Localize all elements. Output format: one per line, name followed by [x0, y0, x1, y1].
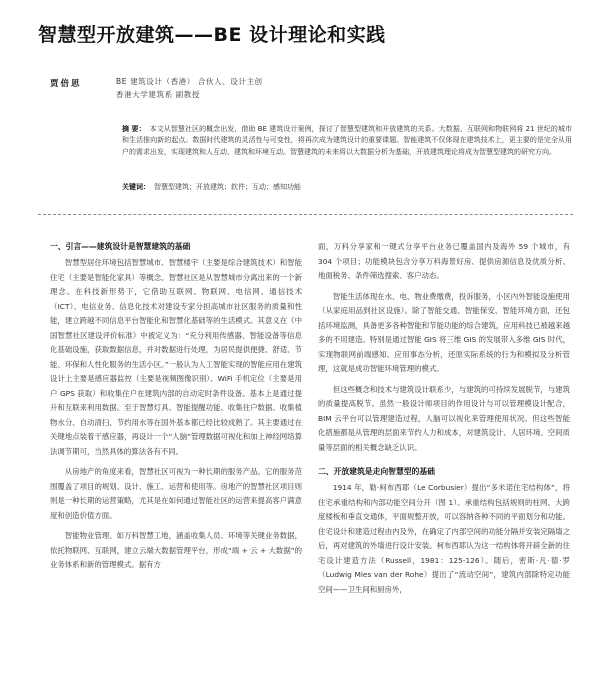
keywords-text: 智慧型建筑；开放建筑；软件；互动；感知功能 — [154, 183, 301, 191]
section-divider — [38, 214, 573, 215]
author-name: 贾倍思 — [50, 79, 82, 89]
author-affiliation-2: 香港大学建筑系 副教授 — [116, 90, 200, 99]
keywords — [122, 182, 572, 192]
author-affiliation-1: BE 建筑设计（香港） 合伙人、设计主创 — [116, 77, 263, 86]
left-column — [50, 240, 302, 579]
section-1-paragraph: 智慧型居住环境包括智慧城市、智慧楼宇（主要是综合建筑技术）和智能住宅（主要是智能化家具）等概念。智慧社区是从智慧城市分离出来的一个新理念。在科技新形势下，它借助互联网、物联网、电信网、通信技术（ICT）、电信业务、信息化技术对建设专家分担高城市社区服务的质量和性能，建立跨越不同信息平台智能化和智慧化基础等的生活模式。其意义在《中国智慧社区建设评价标准》中被定义为：“充分利用传感器、智能设备等信息化基础设施，获取数据信息，并对数据进行处理，为居民提供便捷、舒适、节能、环保和人性化服务的生活小区。”一般认为人工智能实现的智能应用在建筑设计上主要是感应器监控（主要是视频图像识别）、WiFi 手机定位（主要是用户 GPS 获取）和收集住户在建筑内部的自动定时条件设备。基本上是通过提升和互联来利用数据。至于智慧灯具、智能提醒功能、收集住户数据、收集植物水分、自动清扫、节约用水等在国外基本都已经比较成熟了。其主要通过在关键地点装着干感应器，再设计一个“人脑”管理数据可视化和加上神经网络算法调节期可，当然具体的算法各有不同。 — [50, 258, 302, 456]
section-1-continued-paragraph: 但这些概念和技术与建筑设计联系少，与建筑的可持续发展脱节，与建筑的质量提高脱节。虽然一般设计师项目的作用设计与可以管理模设计配合，BIM 云平台可以管理建造过程，人脑可以视化来管理使用状况。但这些智能化措施都是从管理的层面来节约人力和成本，对建筑设计、人居环境、空间质量等层面的相关概念缺乏认识。 — [318, 384, 570, 452]
paper-title: 智慧型开放建筑——BE 设计理论和实践 — [38, 24, 386, 46]
section-1-continued-paragraph: 智能生活体现在水、电、物业费缴费，投诉服务，小区内外智能设施使用（从家庭用品到社区设施）。除了智能交通、智能保安、智能环境方面，还包括环境监测，具备更多各种智能和节能功能的综合建筑，应用科技已被越来越多的不用建造。特别是通过智能 GIS 将三维 GIS 的发展带入多维 GIS 时代，实现物联网前端感知、应用事态分析，还原实际系统的行为和模拟及分析管理，这就是成功智能环境管理的模式。 — [318, 291, 570, 373]
section-2-paragraph: 1914 年，勒·柯布西耶（Le Corbusier）提出“多米诺住宅结构体”，将住宅承重结构和内部功能空间分开（图 1）。承重结构包括规则的柱网、大跨度楼板和垂直交通体，平面规整开放，可以容纳各种不同的平面划分和功能。住宅设计和建造过程由内及外，在确定了内部空间的功能分隔并安装完隔墙之后，再对建筑的外墙进行设计安装。柯布西耶认为这一结构体将开辟全新的住宅设计建造方法（Russell，1981：125-126）。随后，密斯·凡·德·罗（Ludwig Mies van der Rohe）提出了“流动空间”，建筑内部除特定功能空间——卫生间和厨房外， — [318, 483, 570, 594]
right-column — [318, 240, 570, 603]
section-1-paragraph: 智能物业管理、如万科智慧工地，涵盖收集人员、环境等关键业务数据，依托物联网、互联网，建立云端大数据管理平台，形成“端 + 云 + 大数据”的业务体系和新的管理模式。据有方 — [50, 531, 302, 569]
abstract-label: 摘 要： — [122, 125, 146, 133]
section-1-heading: 一、引言——建筑设计是智慧建筑的基础 — [50, 242, 191, 251]
section-1-continued-paragraph: 面，万科分享家和一键式分享平台业务已覆盖国内及海外 59 个城市，有 304 个项目；功能模块包含分享万科海景好房、提供房源信息及优质分析、地面税务、条件筛选搜索、客户动态。 — [318, 242, 570, 280]
keywords-label: 关键词： — [122, 183, 150, 191]
section-1-paragraph: 从房地产的角度来看，智慧社区可视为一种长期的服务产品。它的服务范围覆盖了项目的规划、设计、施工、运营和使用等。房地产的智慧社区项目则则是一种长期的运营策略，尤其是在如何通过智能社区的运营来提高客户满意度和创造价值方面。 — [50, 467, 302, 520]
section-2-heading: 二、开放建筑是走向智慧型的基础 — [318, 467, 435, 476]
abstract — [122, 124, 572, 158]
abstract-text: 本文从智慧社区的概念出发，借助 BE 建筑设计案例，探讨了智慧型建筑和开放建筑的关系。大数据、互联网和物联网将 21 世纪的城市和生活推向新的起点。数据时代建筑的灵活性与可变性，将再次成为建筑设计的重要课题。智能建筑不仅体现在建筑技术上，更主要的是完全从用户的需求出发，实现建筑和人互动，建筑和环境互动。智慧建筑的未来将以大数据分析为基础，开放建筑理论将成为智慧型建筑的研究方向。 — [122, 125, 573, 156]
